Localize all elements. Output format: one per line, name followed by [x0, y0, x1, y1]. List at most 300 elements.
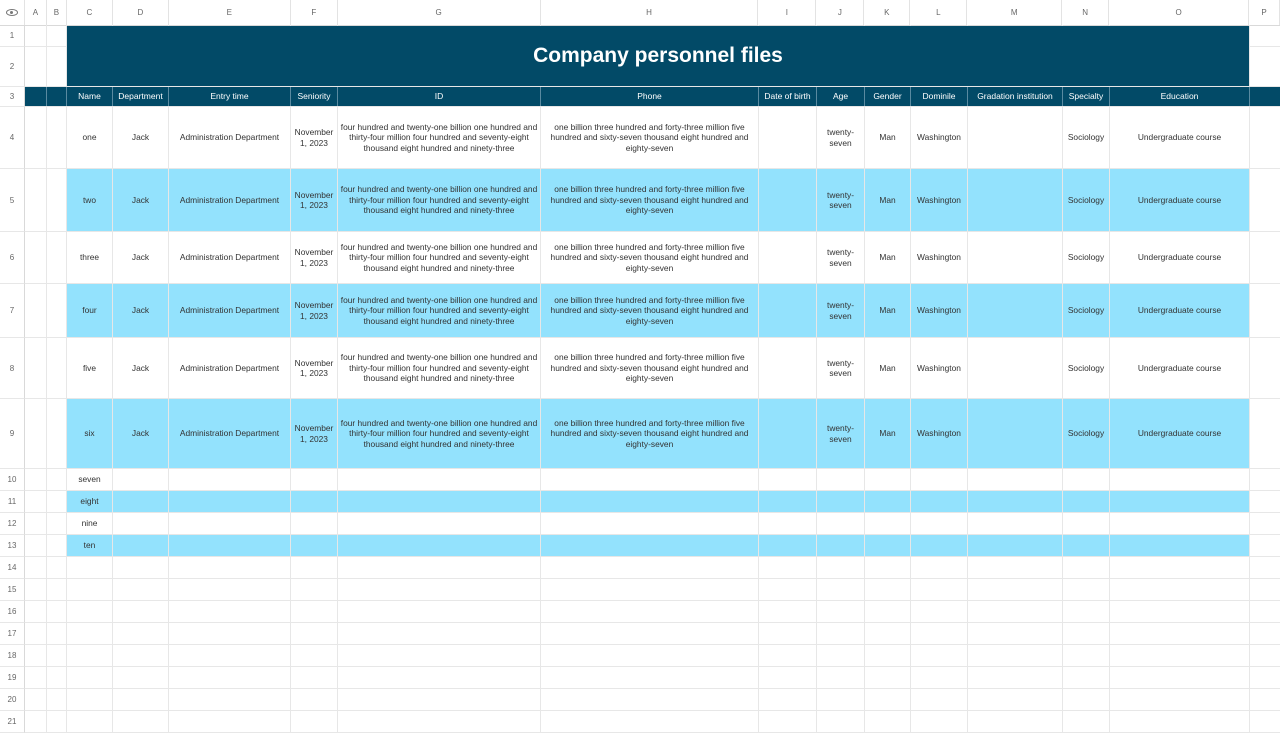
cell[interactable]	[1110, 601, 1250, 622]
seniority-cell[interactable]	[291, 491, 338, 512]
domicile-cell[interactable]	[911, 513, 968, 534]
specialty-cell[interactable]	[1063, 513, 1110, 534]
sheet-title[interactable]: Company personnel files	[67, 26, 1249, 86]
row-header-3[interactable]: 3	[0, 87, 25, 107]
cell[interactable]	[817, 557, 865, 578]
seniority-cell[interactable]	[291, 469, 338, 490]
cell[interactable]	[113, 645, 169, 666]
phone-cell[interactable]	[541, 491, 759, 512]
institution-cell[interactable]	[968, 232, 1063, 283]
name-cell[interactable]: three	[67, 232, 113, 283]
cell-b[interactable]	[47, 601, 67, 622]
seniority-cell[interactable]: November 1, 2023	[291, 338, 338, 398]
date-of-birth-cell[interactable]	[759, 535, 817, 556]
domicile-cell[interactable]: Washington	[911, 107, 968, 168]
entry-time-cell[interactable]: Administration Department	[169, 284, 291, 337]
cell-a[interactable]	[25, 645, 47, 666]
date-of-birth-cell[interactable]	[759, 169, 817, 231]
seniority-cell[interactable]: November 1, 2023	[291, 399, 338, 468]
cell[interactable]	[67, 579, 113, 600]
id-cell[interactable]: four hundred and twenty-one billion one hundred and thirty-four million four hundred and seventy-eight thousand eight hundred and ninety-three	[338, 338, 541, 398]
cell-b[interactable]	[47, 535, 67, 556]
column-header-p[interactable]: P	[1249, 0, 1280, 25]
education-cell[interactable]: Undergraduate course	[1110, 338, 1250, 398]
cell-p[interactable]	[1250, 491, 1280, 512]
cell[interactable]	[759, 557, 817, 578]
cell-b[interactable]	[47, 711, 67, 732]
cell[interactable]	[1063, 623, 1110, 644]
department-cell[interactable]: Jack	[113, 338, 169, 398]
cell-a[interactable]	[25, 232, 47, 283]
entry-time-cell[interactable]: Administration Department	[169, 232, 291, 283]
row-header-10[interactable]: 10	[0, 469, 25, 491]
cell[interactable]	[169, 689, 291, 710]
cell-b[interactable]	[47, 557, 67, 578]
cell-b[interactable]	[47, 169, 67, 231]
cell[interactable]	[865, 645, 911, 666]
name-cell[interactable]: six	[67, 399, 113, 468]
cell-a[interactable]	[25, 601, 47, 622]
column-header-n[interactable]: N	[1062, 0, 1109, 25]
cell-a[interactable]	[25, 107, 47, 168]
cell-b[interactable]	[47, 491, 67, 512]
id-cell[interactable]: four hundred and twenty-one billion one hundred and thirty-four million four hundred and seventy-eight thousand eight hundred and ninety-three	[338, 169, 541, 231]
column-header-k[interactable]: K	[864, 0, 910, 25]
cell-a[interactable]	[25, 689, 47, 710]
cell[interactable]	[291, 579, 338, 600]
id-cell[interactable]	[338, 469, 541, 490]
phone-cell[interactable]: one billion three hundred and forty-three million five hundred and sixty-seven thousand eight hundred and eighty-seven	[541, 399, 759, 468]
education-cell[interactable]	[1110, 491, 1250, 512]
row-header-2[interactable]: 2	[0, 47, 25, 87]
cell-p[interactable]	[1250, 645, 1280, 666]
cell-a[interactable]	[25, 557, 47, 578]
cell[interactable]	[67, 623, 113, 644]
cell-p[interactable]	[1250, 47, 1280, 86]
department-cell[interactable]: Jack	[113, 232, 169, 283]
phone-cell[interactable]: one billion three hundred and forty-three million five hundred and sixty-seven thousand eight hundred and eighty-seven	[541, 284, 759, 337]
cell-p[interactable]	[1250, 601, 1280, 622]
education-cell[interactable]: Undergraduate course	[1110, 169, 1250, 231]
cell[interactable]	[1110, 579, 1250, 600]
cell[interactable]	[817, 711, 865, 732]
phone-cell[interactable]	[541, 513, 759, 534]
institution-cell[interactable]	[968, 513, 1063, 534]
institution-cell[interactable]	[968, 169, 1063, 231]
row-header-13[interactable]: 13	[0, 535, 25, 557]
header-gender[interactable]: Gender	[865, 87, 911, 106]
cell-b[interactable]	[47, 107, 67, 168]
row-header-8[interactable]: 8	[0, 338, 25, 399]
row-header-19[interactable]: 19	[0, 667, 25, 689]
cell[interactable]	[67, 689, 113, 710]
cell-b[interactable]	[47, 469, 67, 490]
cell[interactable]	[67, 645, 113, 666]
name-cell[interactable]: one	[67, 107, 113, 168]
cell[interactable]	[291, 623, 338, 644]
cell-b[interactable]	[47, 87, 67, 106]
header-name[interactable]: Name	[67, 87, 113, 106]
date-of-birth-cell[interactable]	[759, 491, 817, 512]
cell[interactable]	[759, 711, 817, 732]
specialty-cell[interactable]: Sociology	[1063, 399, 1110, 468]
cell[interactable]	[911, 711, 968, 732]
specialty-cell[interactable]	[1063, 535, 1110, 556]
id-cell[interactable]: four hundred and twenty-one billion one hundred and thirty-four million four hundred and seventy-eight thousand eight hundred and ninety-three	[338, 232, 541, 283]
column-header-i[interactable]: I	[758, 0, 816, 25]
seniority-cell[interactable]	[291, 513, 338, 534]
domicile-cell[interactable]: Washington	[911, 338, 968, 398]
row-header-12[interactable]: 12	[0, 513, 25, 535]
cell-a[interactable]	[25, 535, 47, 556]
cell-p[interactable]	[1250, 399, 1280, 468]
entry-time-cell[interactable]: Administration Department	[169, 169, 291, 231]
cell[interactable]	[1110, 645, 1250, 666]
cell[interactable]	[759, 689, 817, 710]
header-entry-time[interactable]: Entry time	[169, 87, 291, 106]
row-header-9[interactable]: 9	[0, 399, 25, 469]
cell[interactable]	[968, 579, 1063, 600]
row-header-7[interactable]: 7	[0, 284, 25, 338]
cell-a[interactable]	[25, 667, 47, 688]
cell-p[interactable]	[1250, 557, 1280, 578]
phone-cell[interactable]: one billion three hundred and forty-three million five hundred and sixty-seven thousand eight hundred and eighty-seven	[541, 169, 759, 231]
cell-b[interactable]	[47, 25, 67, 46]
phone-cell[interactable]	[541, 469, 759, 490]
department-cell[interactable]	[113, 469, 169, 490]
column-header-b[interactable]: B	[47, 0, 67, 25]
cell[interactable]	[113, 557, 169, 578]
cell-p[interactable]	[1250, 25, 1280, 46]
cell-p[interactable]	[1250, 169, 1280, 231]
institution-cell[interactable]	[968, 107, 1063, 168]
cell[interactable]	[817, 601, 865, 622]
cell[interactable]	[817, 579, 865, 600]
gender-cell[interactable]	[865, 491, 911, 512]
cell[interactable]	[911, 689, 968, 710]
header-education[interactable]: Education	[1110, 87, 1250, 106]
cell[interactable]	[968, 667, 1063, 688]
cell-a[interactable]	[25, 25, 47, 46]
cell[interactable]	[541, 711, 759, 732]
id-cell[interactable]: four hundred and twenty-one billion one hundred and thirty-four million four hundred and seventy-eight thousand eight hundred and ninety-three	[338, 284, 541, 337]
cell[interactable]	[338, 579, 541, 600]
cell-a[interactable]	[25, 87, 47, 106]
cell[interactable]	[541, 667, 759, 688]
cell[interactable]	[291, 601, 338, 622]
gender-cell[interactable]: Man	[865, 338, 911, 398]
department-cell[interactable]: Jack	[113, 399, 169, 468]
cell[interactable]	[541, 623, 759, 644]
cell[interactable]	[291, 711, 338, 732]
cell-p[interactable]	[1250, 689, 1280, 710]
row-header-15[interactable]: 15	[0, 579, 25, 601]
cell[interactable]	[968, 711, 1063, 732]
cell[interactable]	[759, 579, 817, 600]
cell-b[interactable]	[47, 623, 67, 644]
cell[interactable]	[113, 579, 169, 600]
cell-p[interactable]	[1250, 513, 1280, 534]
education-cell[interactable]: Undergraduate course	[1110, 107, 1250, 168]
cell-p[interactable]	[1250, 623, 1280, 644]
cell-a[interactable]	[25, 623, 47, 644]
gender-cell[interactable]: Man	[865, 232, 911, 283]
phone-cell[interactable]: one billion three hundred and forty-three million five hundred and sixty-seven thousand eight hundred and eighty-seven	[541, 338, 759, 398]
specialty-cell[interactable]: Sociology	[1063, 232, 1110, 283]
eye-icon[interactable]	[6, 9, 18, 16]
cell[interactable]	[865, 711, 911, 732]
row-header-5[interactable]: 5	[0, 169, 25, 232]
row-header-6[interactable]: 6	[0, 232, 25, 284]
header-domicile[interactable]: Dominile	[911, 87, 968, 106]
entry-time-cell[interactable]: Administration Department	[169, 338, 291, 398]
date-of-birth-cell[interactable]	[759, 232, 817, 283]
cell[interactable]	[911, 601, 968, 622]
cell[interactable]	[169, 623, 291, 644]
cell[interactable]	[291, 557, 338, 578]
cell-p[interactable]	[1250, 232, 1280, 283]
cell[interactable]	[338, 645, 541, 666]
cell-a[interactable]	[25, 711, 47, 732]
domicile-cell[interactable]	[911, 469, 968, 490]
cell[interactable]	[338, 689, 541, 710]
cell[interactable]	[169, 667, 291, 688]
cell-a[interactable]	[25, 513, 47, 534]
cell[interactable]	[968, 557, 1063, 578]
cell-p[interactable]	[1250, 711, 1280, 732]
cell[interactable]	[67, 711, 113, 732]
cell-p[interactable]	[1250, 579, 1280, 600]
age-cell[interactable]: twenty-seven	[817, 399, 865, 468]
cell[interactable]	[865, 667, 911, 688]
entry-time-cell[interactable]	[169, 513, 291, 534]
cell[interactable]	[1063, 601, 1110, 622]
cell-a[interactable]	[25, 338, 47, 398]
cell-a[interactable]	[25, 399, 47, 468]
cell-p[interactable]	[1250, 535, 1280, 556]
gender-cell[interactable]	[865, 513, 911, 534]
row-header-21[interactable]: 21	[0, 711, 25, 733]
age-cell[interactable]: twenty-seven	[817, 338, 865, 398]
column-header-j[interactable]: J	[816, 0, 864, 25]
cell[interactable]	[67, 557, 113, 578]
date-of-birth-cell[interactable]	[759, 107, 817, 168]
cell[interactable]	[113, 601, 169, 622]
entry-time-cell[interactable]: Administration Department	[169, 107, 291, 168]
name-cell[interactable]: two	[67, 169, 113, 231]
column-header-m[interactable]: M	[967, 0, 1062, 25]
cell[interactable]	[338, 711, 541, 732]
department-cell[interactable]: Jack	[113, 107, 169, 168]
cell[interactable]	[759, 667, 817, 688]
seniority-cell[interactable]: November 1, 2023	[291, 169, 338, 231]
domicile-cell[interactable]: Washington	[911, 399, 968, 468]
institution-cell[interactable]	[968, 469, 1063, 490]
cell-p[interactable]	[1250, 469, 1280, 490]
department-cell[interactable]	[113, 513, 169, 534]
row-header-11[interactable]: 11	[0, 491, 25, 513]
cell[interactable]	[541, 601, 759, 622]
cell[interactable]	[541, 557, 759, 578]
cell-b[interactable]	[47, 513, 67, 534]
cell[interactable]	[911, 557, 968, 578]
age-cell[interactable]: twenty-seven	[817, 107, 865, 168]
cell[interactable]	[968, 601, 1063, 622]
cell[interactable]	[968, 645, 1063, 666]
row-header-4[interactable]: 4	[0, 107, 25, 169]
cell-b[interactable]	[47, 338, 67, 398]
cell-p[interactable]	[1250, 284, 1280, 337]
department-cell[interactable]	[113, 491, 169, 512]
entry-time-cell[interactable]: Administration Department	[169, 399, 291, 468]
department-cell[interactable]: Jack	[113, 284, 169, 337]
education-cell[interactable]	[1110, 469, 1250, 490]
cell[interactable]	[759, 623, 817, 644]
header-institution[interactable]: Gradation institution	[968, 87, 1063, 106]
cell[interactable]	[1110, 711, 1250, 732]
date-of-birth-cell[interactable]	[759, 399, 817, 468]
column-header-f[interactable]: F	[291, 0, 338, 25]
cell[interactable]	[817, 645, 865, 666]
cell[interactable]	[1063, 711, 1110, 732]
column-header-l[interactable]: L	[910, 0, 967, 25]
cell[interactable]	[67, 667, 113, 688]
date-of-birth-cell[interactable]	[759, 469, 817, 490]
cell[interactable]	[865, 689, 911, 710]
cell[interactable]	[1063, 689, 1110, 710]
cell[interactable]	[817, 623, 865, 644]
cell-b[interactable]	[47, 399, 67, 468]
cell[interactable]	[911, 667, 968, 688]
cell-a[interactable]	[25, 47, 47, 86]
column-header-c[interactable]: C	[67, 0, 113, 25]
entry-time-cell[interactable]	[169, 469, 291, 490]
cell-b[interactable]	[47, 645, 67, 666]
cell-a[interactable]	[25, 284, 47, 337]
cell-b[interactable]	[47, 232, 67, 283]
cell-b[interactable]	[47, 689, 67, 710]
name-cell[interactable]: eight	[67, 491, 113, 512]
cell[interactable]	[338, 667, 541, 688]
id-cell[interactable]: four hundred and twenty-one billion one hundred and thirty-four million four hundred and seventy-eight thousand eight hundred and ninety-three	[338, 399, 541, 468]
domicile-cell[interactable]	[911, 491, 968, 512]
cell[interactable]	[67, 601, 113, 622]
specialty-cell[interactable]: Sociology	[1063, 169, 1110, 231]
row-header-17[interactable]: 17	[0, 623, 25, 645]
domicile-cell[interactable]	[911, 535, 968, 556]
gender-cell[interactable]: Man	[865, 399, 911, 468]
row-header-18[interactable]: 18	[0, 645, 25, 667]
cell[interactable]	[169, 645, 291, 666]
header-phone[interactable]: Phone	[541, 87, 759, 106]
entry-time-cell[interactable]	[169, 491, 291, 512]
row-header-20[interactable]: 20	[0, 689, 25, 711]
cell-p[interactable]	[1250, 338, 1280, 398]
name-cell[interactable]: seven	[67, 469, 113, 490]
cell[interactable]	[759, 601, 817, 622]
institution-cell[interactable]	[968, 399, 1063, 468]
cell[interactable]	[169, 579, 291, 600]
age-cell[interactable]	[817, 513, 865, 534]
institution-cell[interactable]	[968, 535, 1063, 556]
gender-cell[interactable]	[865, 469, 911, 490]
cell[interactable]	[968, 623, 1063, 644]
cell[interactable]	[291, 689, 338, 710]
department-cell[interactable]: Jack	[113, 169, 169, 231]
cell[interactable]	[968, 689, 1063, 710]
seniority-cell[interactable]: November 1, 2023	[291, 232, 338, 283]
cell[interactable]	[1063, 667, 1110, 688]
cell[interactable]	[911, 579, 968, 600]
name-cell[interactable]: four	[67, 284, 113, 337]
header-date-of-birth[interactable]: Date of birth	[759, 87, 817, 106]
id-cell[interactable]	[338, 513, 541, 534]
gender-cell[interactable]: Man	[865, 284, 911, 337]
seniority-cell[interactable]: November 1, 2023	[291, 284, 338, 337]
cell-p[interactable]	[1250, 667, 1280, 688]
gender-cell[interactable]: Man	[865, 107, 911, 168]
seniority-cell[interactable]: November 1, 2023	[291, 107, 338, 168]
education-cell[interactable]: Undergraduate course	[1110, 284, 1250, 337]
specialty-cell[interactable]: Sociology	[1063, 107, 1110, 168]
cell[interactable]	[291, 667, 338, 688]
cell[interactable]	[169, 601, 291, 622]
id-cell[interactable]	[338, 535, 541, 556]
cell[interactable]	[291, 645, 338, 666]
column-header-a[interactable]: A	[25, 0, 47, 25]
cell[interactable]	[911, 623, 968, 644]
id-cell[interactable]: four hundred and twenty-one billion one hundred and thirty-four million four hundred and seventy-eight thousand eight hundred and ninety-three	[338, 107, 541, 168]
row-header-16[interactable]: 16	[0, 601, 25, 623]
cell[interactable]	[338, 557, 541, 578]
cell[interactable]	[865, 557, 911, 578]
cell[interactable]	[113, 689, 169, 710]
gender-cell[interactable]: Man	[865, 169, 911, 231]
cell[interactable]	[865, 623, 911, 644]
cell[interactable]	[1110, 689, 1250, 710]
cell[interactable]	[338, 623, 541, 644]
phone-cell[interactable]: one billion three hundred and forty-three million five hundred and sixty-seven thousand eight hundred and eighty-seven	[541, 107, 759, 168]
name-cell[interactable]: nine	[67, 513, 113, 534]
cell[interactable]	[113, 711, 169, 732]
cell[interactable]	[865, 579, 911, 600]
column-header-e[interactable]: E	[169, 0, 291, 25]
cell[interactable]	[541, 689, 759, 710]
institution-cell[interactable]	[968, 284, 1063, 337]
cell[interactable]	[1063, 579, 1110, 600]
name-cell[interactable]: five	[67, 338, 113, 398]
gender-cell[interactable]	[865, 535, 911, 556]
date-of-birth-cell[interactable]	[759, 338, 817, 398]
domicile-cell[interactable]: Washington	[911, 169, 968, 231]
cell[interactable]	[541, 645, 759, 666]
header-age[interactable]: Age	[817, 87, 865, 106]
column-header-o[interactable]: O	[1109, 0, 1249, 25]
education-cell[interactable]: Undergraduate course	[1110, 232, 1250, 283]
cell-b[interactable]	[47, 667, 67, 688]
cell[interactable]	[113, 667, 169, 688]
age-cell[interactable]: twenty-seven	[817, 284, 865, 337]
institution-cell[interactable]	[968, 338, 1063, 398]
row-header-1[interactable]: 1	[0, 25, 25, 47]
cell[interactable]	[759, 645, 817, 666]
row-header-14[interactable]: 14	[0, 557, 25, 579]
age-cell[interactable]	[817, 469, 865, 490]
column-header-h[interactable]: H	[541, 0, 759, 25]
phone-cell[interactable]	[541, 535, 759, 556]
cell[interactable]	[1063, 645, 1110, 666]
domicile-cell[interactable]: Washington	[911, 232, 968, 283]
